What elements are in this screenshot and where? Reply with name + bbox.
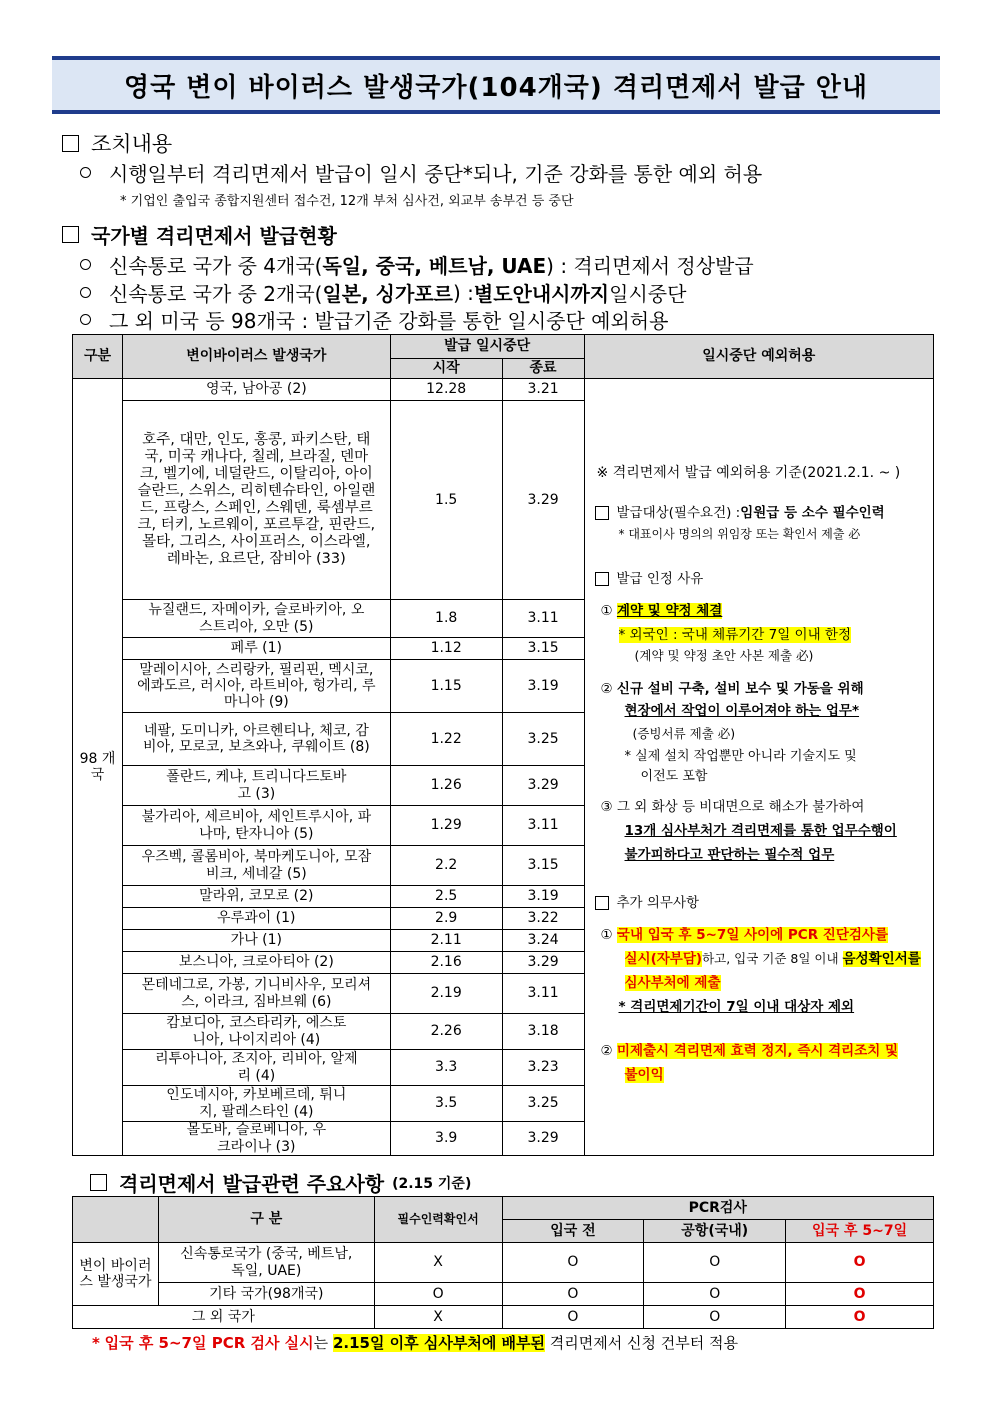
- header-start: 시작: [390, 359, 502, 379]
- table-row-end: 3.29: [502, 1122, 584, 1156]
- table-row-start: 1.22: [390, 713, 502, 766]
- table-row-essential: X: [374, 1306, 502, 1329]
- bullet-circle-icon: [80, 314, 91, 325]
- table-row-start: 3.3: [390, 1050, 502, 1086]
- header-exception: 일시중단 예외허용: [584, 335, 933, 379]
- table-row-end: 3.23: [502, 1050, 584, 1086]
- bullet-other-98: 그 외 미국 등 98개국 : 발급기준 강화를 통한 일시중단 예외허용: [80, 305, 668, 334]
- table-row-start: 3.5: [390, 1086, 502, 1122]
- header-countries: 변이바이러스 발생국가: [122, 335, 390, 379]
- table-row-countries: 불가리아, 세르비아, 세인트루시아, 파나마, 탄자니아 (5): [122, 806, 390, 846]
- table-row-end: 3.25: [502, 1086, 584, 1122]
- checkbox-square-icon: [62, 226, 79, 243]
- table-row-airport: O: [644, 1243, 786, 1283]
- table-row-end: 3.22: [502, 908, 584, 930]
- table-row-countries: 말레이시아, 스리랑카, 필리핀, 멕시코, 에콰도르, 러시아, 라트비아, 헝가리, 루마니아 (9): [122, 660, 390, 713]
- table-row-start: 1.8: [390, 600, 502, 638]
- table-row-start: 12.28: [390, 379, 502, 401]
- table-row-start: 1.5: [390, 401, 502, 600]
- table-row-countries: 우루과이 (1): [122, 908, 390, 930]
- duty-2-line2: 불이익: [624, 1067, 664, 1083]
- table-row-start: 1.15: [390, 660, 502, 713]
- table-row-countries: 페루 (1): [122, 638, 390, 660]
- target-requirement: 발급대상(필수요건) : 임원급 등 소수 필수인력: [595, 503, 885, 523]
- table-row-before: O: [502, 1283, 644, 1306]
- header-suspension: 발급 일시중단: [390, 335, 584, 359]
- table-row-start: 2.5: [390, 886, 502, 908]
- table-row-end: 3.11: [502, 806, 584, 846]
- page-title: 영국 변이 바이러스 발생국가(104개국) 격리면제서 발급 안내: [52, 56, 940, 114]
- bullet-fast-track-4: 신속통로 국가 중 4개국( 독일, 중국, 베트남, UAE ) : 격리면제서 정상발급: [80, 250, 754, 279]
- checkbox-square-icon: [595, 506, 609, 520]
- table-row-end: 3.21: [502, 379, 584, 401]
- table-row-countries: 영국, 남아공 (2): [122, 379, 390, 401]
- bullet-suspension: 시행일부터 격리면제서 발급이 일시 중단*되나, 기준 강화를 통한 예외 허용: [80, 158, 762, 187]
- table-row-after: O: [786, 1306, 934, 1329]
- table-row-end: 3.15: [502, 846, 584, 886]
- header-airport: 공항(국내): [644, 1220, 786, 1243]
- group-98-label: 98 개국: [73, 379, 123, 1156]
- header-pcr: PCR검사: [502, 1197, 933, 1220]
- duty-2: ② 미제출시 격리면제 효력 정지, 즉시 격리조치 및: [600, 1043, 899, 1059]
- bullet-circle-icon: [80, 287, 91, 298]
- footer-note: * 입국 후 5~7일 PCR 검사 실시는 2.15일 이후 심사부처에 배부된 격리면제서 신청 건부터 적용: [92, 1334, 738, 1352]
- table-row-start: 1.12: [390, 638, 502, 660]
- group-variant-label: 변이 바이러스 발생국가: [73, 1243, 159, 1306]
- exception-criteria-cell: [584, 379, 933, 1156]
- table-row-countries: 몰도바, 슬로베니아, 우크라이나 (3): [122, 1122, 390, 1156]
- key-points-table: [72, 1196, 934, 1329]
- table-row-start: 2.16: [390, 952, 502, 974]
- reason-2-note1: (증빙서류 제출 必): [632, 726, 736, 741]
- reason-3-line3: 불가피하다고 판단하는 필수적 업무: [624, 847, 835, 863]
- table-row-end: 3.11: [502, 600, 584, 638]
- table-row-airport: O: [644, 1306, 786, 1329]
- duty-1-line2: 실시(자부담)하고, 입국 기준 8일 이내 음성확인서를: [624, 951, 921, 967]
- criteria-title: ※ 격리면제서 발급 예외허용 기준(2021.2.1. ~ ): [596, 465, 901, 481]
- table-row-countries: 뉴질랜드, 자메이카, 슬로바키아, 오스트리아, 오만 (5): [122, 600, 390, 638]
- header-group: 구분: [73, 335, 123, 379]
- checkbox-square-icon: [595, 896, 609, 910]
- table-row-start: 2.9: [390, 908, 502, 930]
- bullet-circle-icon: [80, 259, 91, 270]
- header-before-entry: 입국 전: [502, 1220, 644, 1243]
- table-row-countries: 말라위, 코모로 (2): [122, 886, 390, 908]
- section-heading-measures: 조치내용: [62, 128, 172, 158]
- table-row-start: 3.9: [390, 1122, 502, 1156]
- checkbox-square-icon: [62, 135, 79, 152]
- table-row-start: 1.26: [390, 766, 502, 806]
- table-row-label: 기타 국가(98개국): [158, 1283, 374, 1306]
- reason-3-line2: 13개 심사부처가 격리면제를 통한 업무수행이: [624, 823, 897, 839]
- note-suspended-cases: * 기업인 출입국 종합지원센터 접수건, 12개 부처 심사건, 외교부 송부건 등 중단: [120, 194, 574, 209]
- table-row-end: 3.29: [502, 952, 584, 974]
- reason-1-note2: (계약 및 약정 초안 사본 제출 必): [634, 648, 814, 663]
- header-after-entry: 입국 후 5~7일: [786, 1220, 934, 1243]
- table-row-countries: 호주, 대만, 인도, 홍콩, 파키스탄, 태국, 미국 캐나다, 칠레, 브라질, 덴마크, 벨기에, 네덜란드, 이탈리아, 아이슬란드, 스위스, 리히텐슈타인, 아일랜드, 프랑스, 스페인, 스웨덴, 룩셈부르크, 터키, 노르웨이, 포르투갈, 핀란드, 몰타, 그리스, 사이프러스, 이스라엘, 레바논, 요르단, 잠비아 (33): [122, 401, 390, 600]
- table-row-start: 1.29: [390, 806, 502, 846]
- table-row-countries: 몬테네그로, 가봉, 기니비사우, 모리셔스, 이라크, 짐바브웨 (6): [122, 974, 390, 1014]
- target-note: * 대표이사 명의의 위임장 또는 확인서 제출 必: [618, 527, 861, 541]
- duties-heading: 추가 의무사항: [595, 893, 700, 913]
- table-row-after: O: [786, 1283, 934, 1306]
- table-row-before: O: [502, 1243, 644, 1283]
- table-row-end: 3.19: [502, 886, 584, 908]
- table-row-essential: O: [374, 1283, 502, 1306]
- reason-1-note: * 외국인 : 국내 체류기간 7일 이내 한정: [618, 627, 852, 643]
- header-end: 종료: [502, 359, 584, 379]
- header-blank: [73, 1197, 159, 1243]
- table-row-countries: 인도네시아, 카보베르데, 튀니지, 팔레스타인 (4): [122, 1086, 390, 1122]
- table-row-end: 3.24: [502, 930, 584, 952]
- table-row-after: O: [786, 1243, 934, 1283]
- header-division: 구 분: [158, 1197, 374, 1243]
- table-row-countries: 리투아니아, 조지아, 리비아, 알제리 (4): [122, 1050, 390, 1086]
- duty-1: ① 국내 입국 후 5~7일 사이에 PCR 진단검사를: [600, 927, 888, 943]
- table-row-essential: X: [374, 1243, 502, 1283]
- duty-1-line3: 심사부처에 제출: [624, 975, 721, 991]
- table-row-start: 2.2: [390, 846, 502, 886]
- checkbox-square-icon: [595, 572, 609, 586]
- section-heading-status: 국가별 격리면제서 발급현황: [62, 220, 337, 249]
- table-row-start: 2.26: [390, 1014, 502, 1050]
- table-row-end: 3.29: [502, 766, 584, 806]
- table-row-countries: 폴란드, 케냐, 트리니다드토바고 (3): [122, 766, 390, 806]
- table-row-countries: 우즈벡, 콜롬비아, 북마케도니아, 모잠비크, 세네갈 (5): [122, 846, 390, 886]
- table-row-airport: O: [644, 1283, 786, 1306]
- table-row-end: 3.29: [502, 401, 584, 600]
- table-row-end: 3.15: [502, 638, 584, 660]
- bullet-fast-track-2: 신속통로 국가 중 2개국( 일본, 싱가포르 ) : 별도안내시까지 일시중단: [80, 278, 686, 307]
- table-row-countries: 가나 (1): [122, 930, 390, 952]
- table-row-start: 2.19: [390, 974, 502, 1014]
- table-row-end: 3.18: [502, 1014, 584, 1050]
- table-row-countries: 캄보디아, 코스타리카, 에스토니아, 나이지리아 (4): [122, 1014, 390, 1050]
- table-row-label: 그 외 국가: [73, 1306, 375, 1329]
- reason-2-note2: * 실제 설치 작업뿐만 아니라 기술지도 및: [624, 749, 857, 764]
- reason-2-line2: 현장에서 작업이 이루어져야 하는 업무*: [624, 703, 860, 719]
- reason-2-note3: 이전도 포함: [640, 769, 708, 784]
- table-row-end: 3.11: [502, 974, 584, 1014]
- table-row-before: O: [502, 1306, 644, 1329]
- country-suspension-table: [72, 334, 934, 1156]
- table-row-start: 2.11: [390, 930, 502, 952]
- reason-3: ③ 그 외 화상 등 비대면으로 해소가 불가하여: [600, 799, 865, 815]
- checkbox-square-icon: [90, 1174, 107, 1191]
- reasons-heading: 발급 인정 사유: [595, 569, 704, 589]
- section-heading-key-points: 격리면제서 발급관련 주요사항 (2.15 기준): [90, 1168, 471, 1197]
- table-row-end: 3.19: [502, 660, 584, 713]
- header-essential: 필수인력확인서: [374, 1197, 502, 1243]
- table-row-end: 3.25: [502, 713, 584, 766]
- table-row-countries: 네팔, 도미니카, 아르헨티나, 체코, 감비아, 모로코, 보츠와나, 쿠웨이트 (8): [122, 713, 390, 766]
- reason-2: ② 신규 설비 구축, 설비 보수 및 가동을 위해: [600, 681, 864, 697]
- table-row-countries: 보스니아, 크로아티아 (2): [122, 952, 390, 974]
- table-row-label: 신속통로국가 (중국, 베트남, 독일, UAE): [158, 1243, 374, 1283]
- duty-1-note: * 격리면제기간이 7일 이내 대상자 제외: [618, 999, 855, 1015]
- reason-1: ① 계약 및 약정 체결: [600, 603, 723, 619]
- bullet-circle-icon: [80, 167, 91, 178]
